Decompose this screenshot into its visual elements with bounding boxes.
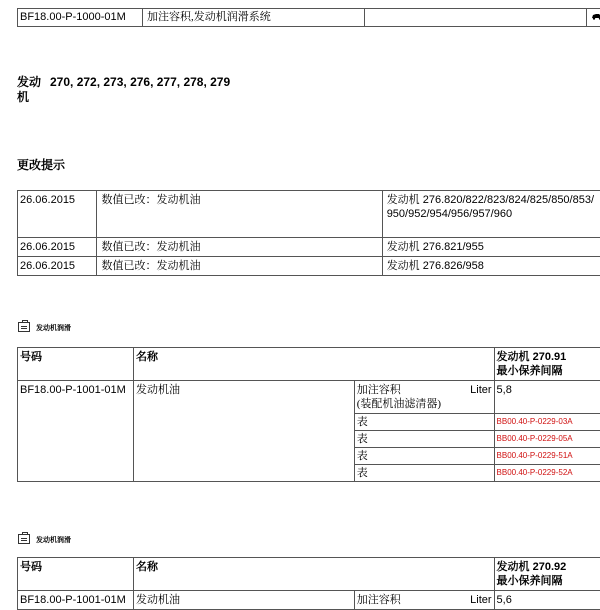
col-name-header: 名称 — [133, 558, 494, 591]
reference-link[interactable]: BB00.40-P-0229-03A — [494, 414, 600, 431]
table-header-row — [18, 348, 600, 381]
spec-name: 发动机油 — [133, 381, 354, 482]
unit-label: Liter — [470, 383, 491, 397]
sub-label: 表 — [354, 448, 494, 465]
col-engine-header — [494, 348, 600, 381]
table-header-row — [18, 558, 600, 591]
sub-label: 表 — [354, 414, 494, 431]
col-code-header: 号码 — [18, 348, 134, 381]
change-engine: 发动机 276.820/822/823/824/825/850/853/950/952/954/956/957/960 — [382, 191, 600, 238]
reference-link[interactable]: BB00.40-P-0229-52A — [494, 465, 600, 482]
unit-label: Liter — [470, 593, 491, 607]
capacity-cell — [354, 591, 494, 610]
spec-table-270-91 — [17, 347, 600, 482]
car-icon — [586, 9, 600, 26]
table-row — [18, 381, 600, 414]
spec-name: 发动机油 — [133, 591, 354, 610]
table-row — [18, 191, 600, 238]
section-title: 发动机润滑 — [36, 323, 71, 333]
change-engine: 发动机 276.821/955 — [382, 238, 600, 257]
table-row — [18, 238, 600, 257]
document-icon — [18, 322, 30, 332]
engine-header-text: 发动机 270.91 — [497, 350, 600, 364]
capacity-value: 5,8 — [494, 381, 600, 414]
change-notes-title: 更改提示 — [17, 156, 65, 173]
change-date: 26.06.2015 — [18, 257, 97, 276]
change-engine: 发动机 276.826/958 — [382, 257, 600, 276]
capacity-label: 加注容积 — [357, 593, 401, 607]
engine-models: 270, 272, 273, 276, 277, 278, 279 — [50, 75, 230, 90]
capacity-cell — [354, 381, 494, 414]
reference-link[interactable]: BB00.40-P-0229-51A — [494, 448, 600, 465]
col-name-header: 名称 — [133, 348, 494, 381]
capacity-value: 5,6 — [494, 591, 600, 610]
header-empty-cell — [364, 9, 600, 26]
change-text: 数值已改：发动机油 — [97, 238, 382, 257]
document-icon — [18, 534, 30, 544]
spec-code: BF18.00-P-1001-01M — [18, 381, 134, 482]
spec-code: BF18.00-P-1001-01M — [18, 591, 134, 610]
engine-label: 发动机 — [17, 75, 47, 105]
change-notes-table — [17, 190, 600, 276]
change-date: 26.06.2015 — [18, 238, 97, 257]
section-title: 发动机润滑 — [36, 535, 71, 545]
doc-id: BF18.00-P-1000-01M — [18, 9, 142, 26]
col-code-header: 号码 — [18, 558, 134, 591]
capacity-note: (装配机油滤清器) — [357, 397, 492, 411]
sub-label: 表 — [354, 465, 494, 482]
interval-header-text: 最小保养间隔 — [497, 364, 600, 378]
table-row — [18, 257, 600, 276]
change-text: 数值已改：发动机油 — [97, 191, 382, 238]
document-header — [17, 8, 600, 27]
change-date: 26.06.2015 — [18, 191, 97, 238]
spec-table-270-92 — [17, 557, 600, 610]
change-text: 数值已改：发动机油 — [97, 257, 382, 276]
col-engine-header — [494, 558, 600, 591]
reference-link[interactable]: BB00.40-P-0229-05A — [494, 431, 600, 448]
sub-label: 表 — [354, 431, 494, 448]
table-row — [18, 591, 600, 610]
doc-title: 加注容积,发动机润滑系统 — [142, 9, 369, 26]
capacity-label: 加注容积 — [357, 383, 401, 397]
interval-header-text: 最小保养间隔 — [497, 574, 600, 588]
engine-header-text: 发动机 270.92 — [497, 560, 600, 574]
